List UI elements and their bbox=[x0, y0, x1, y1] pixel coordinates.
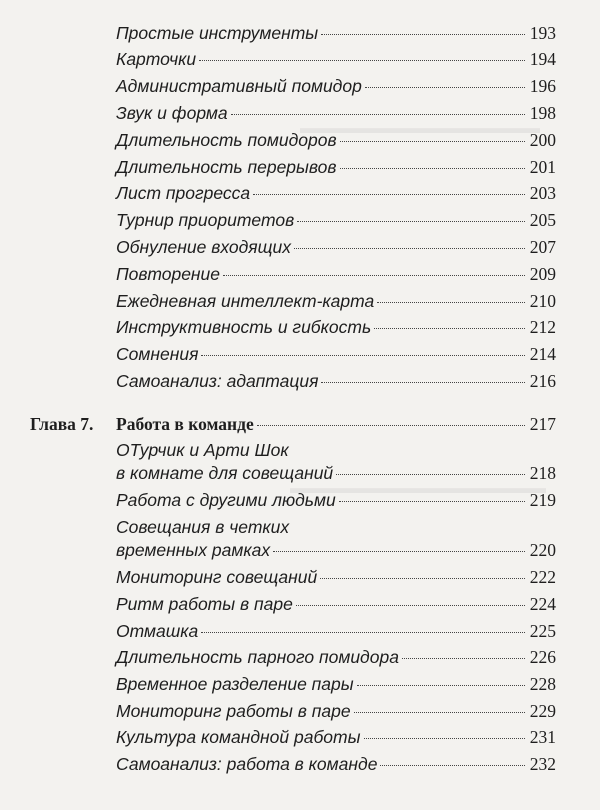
bleed-through-text: ▬▬▬▬▬▬▬▬▬▬▬▬▬▬▬▬ bbox=[290, 480, 546, 497]
dot-leader bbox=[374, 328, 525, 329]
dot-leader bbox=[296, 605, 525, 606]
chapter-page: 217 bbox=[529, 414, 556, 434]
toc-entry-page: 218 bbox=[529, 463, 556, 483]
dot-leader bbox=[257, 425, 525, 426]
toc-entry[interactable] bbox=[116, 701, 556, 721]
toc-entry-page: 198 bbox=[529, 103, 556, 123]
dot-leader bbox=[380, 765, 525, 766]
toc-entry-title: Ежедневная интеллект-карта bbox=[116, 291, 375, 311]
toc-entry-page: 224 bbox=[529, 594, 556, 614]
toc-entry-page: 232 bbox=[529, 754, 556, 774]
toc-entry-page: 222 bbox=[529, 567, 556, 587]
toc-entry-page: 214 bbox=[529, 344, 556, 364]
toc-entry-title: Административный помидор bbox=[116, 76, 362, 96]
toc-entry-page: 228 bbox=[529, 674, 556, 694]
toc-entry-title: Культура командной работы bbox=[116, 727, 361, 747]
toc-entry[interactable] bbox=[116, 291, 556, 311]
toc-entry-title: Звук и форма bbox=[116, 103, 228, 123]
toc-entry-title: в комнате для совещаний bbox=[116, 463, 334, 483]
toc-entry[interactable] bbox=[116, 567, 556, 587]
dot-leader bbox=[253, 194, 525, 195]
toc-entry-title: Турнир приоритетов bbox=[116, 210, 295, 230]
chapter-heading[interactable] bbox=[116, 414, 556, 434]
toc-entry[interactable] bbox=[116, 130, 556, 150]
toc-entry[interactable] bbox=[116, 237, 556, 257]
dot-leader bbox=[340, 141, 525, 142]
toc-entry[interactable] bbox=[116, 540, 556, 560]
toc-entry-title: Временное разделение пары bbox=[116, 674, 354, 694]
toc-entry-page: 219 bbox=[529, 490, 556, 510]
toc-entry-title: Простые инструменты bbox=[116, 23, 319, 43]
toc-entry-page: 201 bbox=[529, 157, 556, 177]
toc-entry-page: 205 bbox=[529, 210, 556, 230]
toc-entry-page: 207 bbox=[529, 237, 556, 257]
dot-leader bbox=[199, 60, 525, 61]
chapter-label: Глава 7. bbox=[30, 414, 94, 434]
dot-leader bbox=[339, 501, 525, 502]
dot-leader bbox=[223, 275, 525, 276]
toc-entry[interactable] bbox=[116, 371, 556, 391]
toc-entry-title: Ритм работы в паре bbox=[116, 594, 293, 614]
toc-entry-page: 194 bbox=[529, 49, 556, 69]
toc-entry-page: 212 bbox=[529, 317, 556, 337]
dot-leader bbox=[321, 34, 525, 35]
dot-leader bbox=[402, 658, 525, 659]
toc-entry[interactable] bbox=[116, 103, 556, 123]
dot-leader bbox=[365, 87, 525, 88]
toc-entry[interactable] bbox=[116, 344, 556, 364]
toc-entry-title: Сомнения bbox=[116, 344, 199, 364]
toc-entry[interactable] bbox=[116, 727, 556, 747]
toc-entry-page: 225 bbox=[529, 621, 556, 641]
dot-leader bbox=[336, 474, 525, 475]
toc-entry-page: 203 bbox=[529, 183, 556, 203]
dot-leader bbox=[297, 221, 525, 222]
toc-entry-page: 200 bbox=[529, 130, 556, 150]
dot-leader bbox=[273, 551, 525, 552]
dot-leader bbox=[294, 248, 525, 249]
toc-entry-title: временных рамках bbox=[116, 540, 271, 560]
toc-entry[interactable] bbox=[116, 76, 556, 96]
toc-entry-title: Отмашка bbox=[116, 621, 199, 641]
toc-entry-title: Работа с другими людьми bbox=[116, 490, 336, 510]
toc-entry-title: Инструктивность и гибкость bbox=[116, 317, 372, 337]
toc-entry-page: 209 bbox=[529, 264, 556, 284]
toc-entry-title: Повторение bbox=[116, 264, 221, 284]
toc-entry-title: Карточки bbox=[116, 49, 197, 69]
dot-leader bbox=[377, 302, 525, 303]
dot-leader bbox=[201, 632, 525, 633]
dot-leader bbox=[320, 578, 525, 579]
toc-entry-title: Длительность помидоров bbox=[116, 130, 337, 150]
toc-entry-page: 216 bbox=[529, 371, 556, 391]
toc-entry-page: 220 bbox=[529, 540, 556, 560]
toc-entry-title: Самоанализ: адаптация bbox=[116, 371, 319, 391]
dot-leader bbox=[201, 355, 525, 356]
toc-entry[interactable] bbox=[116, 674, 556, 694]
toc-entry-title: Обнуление входящих bbox=[116, 237, 292, 257]
toc-entry-page: 196 bbox=[529, 76, 556, 96]
toc-entry[interactable] bbox=[116, 210, 556, 230]
dot-leader bbox=[357, 685, 525, 686]
toc-entry[interactable] bbox=[116, 621, 556, 641]
toc-entry-page: 231 bbox=[529, 727, 556, 747]
toc-entry[interactable] bbox=[116, 49, 556, 69]
bleed-through-text: ▬▬▬▬▬▬▬▬▬▬▬▬▬▬▬ bbox=[300, 120, 540, 137]
toc-entry-title-line1[interactable]: Совещания в четких bbox=[116, 517, 290, 537]
toc-entry[interactable] bbox=[116, 157, 556, 177]
toc-entry[interactable] bbox=[116, 317, 556, 337]
dot-leader bbox=[231, 114, 525, 115]
toc-entry-page: 226 bbox=[529, 647, 556, 667]
dot-leader bbox=[340, 168, 525, 169]
toc-entry[interactable] bbox=[116, 754, 556, 774]
toc-entry[interactable] bbox=[116, 490, 556, 510]
toc-entry[interactable] bbox=[116, 23, 556, 43]
toc-entry-title: Мониторинг совещаний bbox=[116, 567, 318, 587]
toc-entry[interactable] bbox=[116, 647, 556, 667]
toc-entry-page: 229 bbox=[529, 701, 556, 721]
toc-entry[interactable] bbox=[116, 463, 556, 483]
dot-leader bbox=[364, 738, 526, 739]
toc-entry[interactable] bbox=[116, 183, 556, 203]
toc-entry-title: Длительность парного помидора bbox=[116, 647, 399, 667]
toc-entry-title: Длительность перерывов bbox=[116, 157, 337, 177]
toc-entry-title: Самоанализ: работа в команде bbox=[116, 754, 378, 774]
toc-entry[interactable] bbox=[116, 264, 556, 284]
toc-entry-title: Мониторинг работы в паре bbox=[116, 701, 351, 721]
toc-entry-title: Лист прогресса bbox=[116, 183, 251, 203]
toc-entry-page: 193 bbox=[529, 23, 556, 43]
chapter-title: Работа в команде bbox=[116, 414, 254, 434]
toc-entry-title-line1[interactable]: ОТурчик и Арти Шок bbox=[116, 440, 289, 460]
dot-leader bbox=[354, 712, 525, 713]
toc-entry-page: 210 bbox=[529, 291, 556, 311]
dot-leader bbox=[321, 382, 525, 383]
toc-entry[interactable] bbox=[116, 594, 556, 614]
